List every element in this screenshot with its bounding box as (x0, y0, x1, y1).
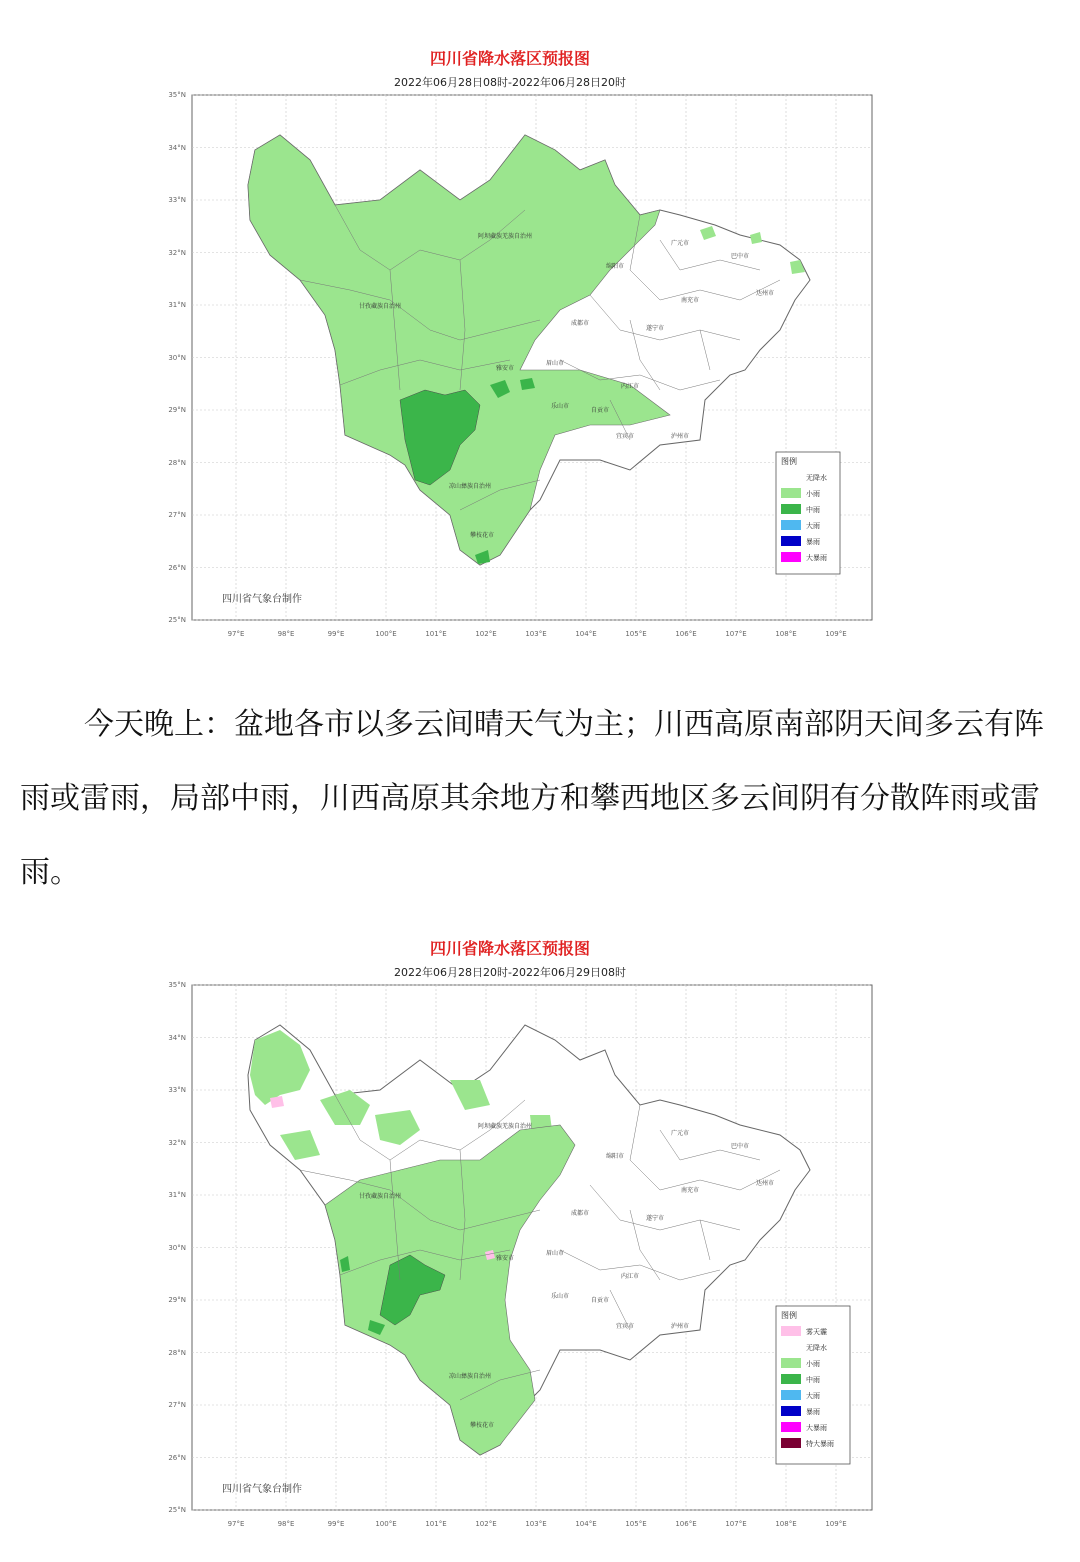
lon-label: 101°E (425, 630, 447, 638)
legend-swatch-light-rain (781, 1358, 801, 1368)
legend-title: 图例 (781, 1311, 797, 1320)
lon-label: 100°E (375, 630, 397, 638)
place-label: 遂宁市 (645, 1215, 665, 1222)
lat-label: 31°N (168, 301, 186, 309)
place-label: 乐山市 (550, 403, 570, 410)
legend-swatch-no-rain (781, 1342, 801, 1352)
place-label: 眉山市 (545, 1250, 565, 1257)
place-label: 乐山市 (550, 1293, 570, 1300)
lon-label: 102°E (475, 630, 497, 638)
legend-label: 小雨 (806, 1360, 820, 1368)
lon-label: 103°E (525, 1520, 547, 1528)
place-label: 泸州市 (670, 433, 690, 440)
legend-swatch-rainstorm (781, 1406, 801, 1416)
lon-label: 108°E (775, 1520, 797, 1528)
lat-label: 27°N (168, 1401, 186, 1409)
place-label: 宜宾市 (615, 433, 635, 440)
map-title: 四川省降水落区预报图 (429, 49, 591, 68)
lon-label: 105°E (625, 630, 647, 638)
latitude-labels (168, 91, 186, 624)
map-credit: 四川省气象台制作 (222, 1484, 302, 1495)
lon-label: 106°E (675, 630, 697, 638)
legend-swatch-extreme-rainstorm (781, 1438, 801, 1448)
place-label: 成都市 (570, 320, 590, 327)
place-label: 眉山市 (545, 360, 565, 367)
legend-swatch-heavy-rainstorm (781, 1422, 801, 1432)
place-label: 巴中市 (730, 253, 750, 260)
map-legend (776, 452, 840, 574)
place-label: 自贡市 (590, 1297, 610, 1304)
map-subtitle: 2022年06月28日20时-2022年06月29日08时 (394, 966, 626, 979)
legend-swatch-rainstorm (781, 536, 801, 546)
legend-swatch-moderate-rain (781, 1374, 801, 1384)
place-label: 绵阳市 (605, 1153, 625, 1160)
forecast-map-1 (160, 40, 880, 640)
lon-label: 107°E (725, 630, 747, 638)
place-label: 巴中市 (730, 1143, 750, 1150)
legend-swatch-fog (781, 1326, 801, 1336)
lon-label: 104°E (575, 1520, 597, 1528)
legend-swatch-moderate-rain (781, 504, 801, 514)
forecast-map-2 (160, 930, 880, 1530)
longitude-labels (228, 630, 847, 638)
lat-label: 32°N (168, 1139, 186, 1147)
lon-label: 104°E (575, 630, 597, 638)
lon-label: 106°E (675, 1520, 697, 1528)
lat-label: 28°N (168, 459, 186, 467)
lon-label: 102°E (475, 1520, 497, 1528)
lon-label: 99°E (327, 630, 345, 638)
latitude-labels (168, 981, 186, 1514)
place-label: 内江市 (620, 383, 640, 390)
lat-label: 25°N (168, 616, 186, 624)
lat-label: 34°N (168, 1034, 186, 1042)
place-label: 泸州市 (670, 1323, 690, 1330)
place-label: 攀枝花市 (469, 1422, 495, 1429)
lat-label: 33°N (168, 196, 186, 204)
legend-label: 大雨 (806, 522, 820, 530)
place-label: 成都市 (570, 1210, 590, 1217)
legend-label: 特大暴雨 (806, 1440, 834, 1448)
place-label: 达州市 (755, 290, 775, 297)
map-subtitle: 2022年06月28日08时-2022年06月28日20时 (394, 76, 626, 89)
legend-swatch-heavy-rain (781, 520, 801, 530)
place-label: 达州市 (755, 1180, 775, 1187)
place-label: 绵阳市 (605, 263, 625, 270)
map-legend (776, 1306, 850, 1464)
lon-label: 99°E (327, 1520, 345, 1528)
lat-label: 30°N (168, 1244, 186, 1252)
legend-label: 大暴雨 (806, 1424, 827, 1432)
place-label: 甘孜藏族自治州 (358, 303, 402, 310)
place-label: 南充市 (680, 297, 700, 304)
legend-label: 暴雨 (806, 538, 820, 546)
lon-label: 107°E (725, 1520, 747, 1528)
legend-label: 暴雨 (806, 1408, 820, 1416)
legend-swatch-heavy-rain (781, 1390, 801, 1400)
lon-label: 109°E (825, 1520, 847, 1528)
lon-label: 100°E (375, 1520, 397, 1528)
lat-label: 30°N (168, 354, 186, 362)
map-2-canvas (160, 930, 880, 1530)
place-label: 阿坝藏族羌族自治州 (477, 233, 533, 240)
lon-label: 105°E (625, 1520, 647, 1528)
longitude-labels (228, 1520, 847, 1528)
legend-title: 图例 (781, 457, 797, 466)
place-label: 南充市 (680, 1187, 700, 1194)
place-label: 攀枝花市 (469, 532, 495, 539)
lat-label: 25°N (168, 1506, 186, 1514)
lat-label: 29°N (168, 406, 186, 414)
lat-label: 28°N (168, 1349, 186, 1357)
lat-label: 33°N (168, 1086, 186, 1094)
legend-label: 小雨 (806, 490, 820, 498)
legend-label: 无降水 (806, 1344, 827, 1352)
legend-label: 中雨 (806, 506, 820, 514)
lat-label: 29°N (168, 1296, 186, 1304)
place-label: 雅安市 (495, 365, 515, 372)
legend-label: 中雨 (806, 1376, 820, 1384)
lon-label: 103°E (525, 630, 547, 638)
lat-label: 34°N (168, 144, 186, 152)
lon-label: 98°E (277, 630, 295, 638)
place-label: 宜宾市 (615, 1323, 635, 1330)
place-label: 广元市 (670, 240, 690, 247)
legend-swatch-light-rain (781, 488, 801, 498)
place-label: 雅安市 (495, 1255, 515, 1262)
place-label: 自贡市 (590, 407, 610, 414)
lat-label: 32°N (168, 249, 186, 257)
lat-label: 31°N (168, 1191, 186, 1199)
legend-swatch-no-rain (781, 472, 801, 482)
lat-label: 35°N (168, 91, 186, 99)
lon-label: 97°E (227, 630, 245, 638)
legend-label: 雾天霾 (806, 1328, 827, 1336)
lat-label: 27°N (168, 511, 186, 519)
map-title: 四川省降水落区预报图 (429, 939, 591, 958)
lat-label: 26°N (168, 1454, 186, 1462)
legend-label: 大雨 (806, 1392, 820, 1400)
forecast-paragraph: 今天晚上：盆地各市以多云间晴天气为主；川西高原南部阴天间多云有阵雨或雷雨，局部中雨，川西高原其余地方和攀西地区多云间阴有分散阵雨或雷雨。 (20, 707, 1044, 890)
legend-label: 无降水 (806, 474, 827, 482)
map-credit: 四川省气象台制作 (222, 594, 302, 605)
legend-swatch-heavy-rainstorm (781, 552, 801, 562)
map-1-canvas (160, 40, 880, 640)
lon-label: 98°E (277, 1520, 295, 1528)
place-label: 内江市 (620, 1273, 640, 1280)
place-label: 广元市 (670, 1130, 690, 1137)
lon-label: 108°E (775, 630, 797, 638)
place-label: 阿坝藏族羌族自治州 (477, 1123, 533, 1130)
lon-label: 109°E (825, 630, 847, 638)
lat-label: 26°N (168, 564, 186, 572)
place-label: 凉山彝族自治州 (448, 483, 492, 490)
fog-area (270, 1096, 284, 1108)
legend-label: 大暴雨 (806, 554, 827, 562)
place-label: 遂宁市 (645, 325, 665, 332)
place-label: 甘孜藏族自治州 (358, 1193, 402, 1200)
lon-label: 97°E (227, 1520, 245, 1528)
place-label: 凉山彝族自治州 (448, 1373, 492, 1380)
lat-label: 35°N (168, 981, 186, 989)
lon-label: 101°E (425, 1520, 447, 1528)
